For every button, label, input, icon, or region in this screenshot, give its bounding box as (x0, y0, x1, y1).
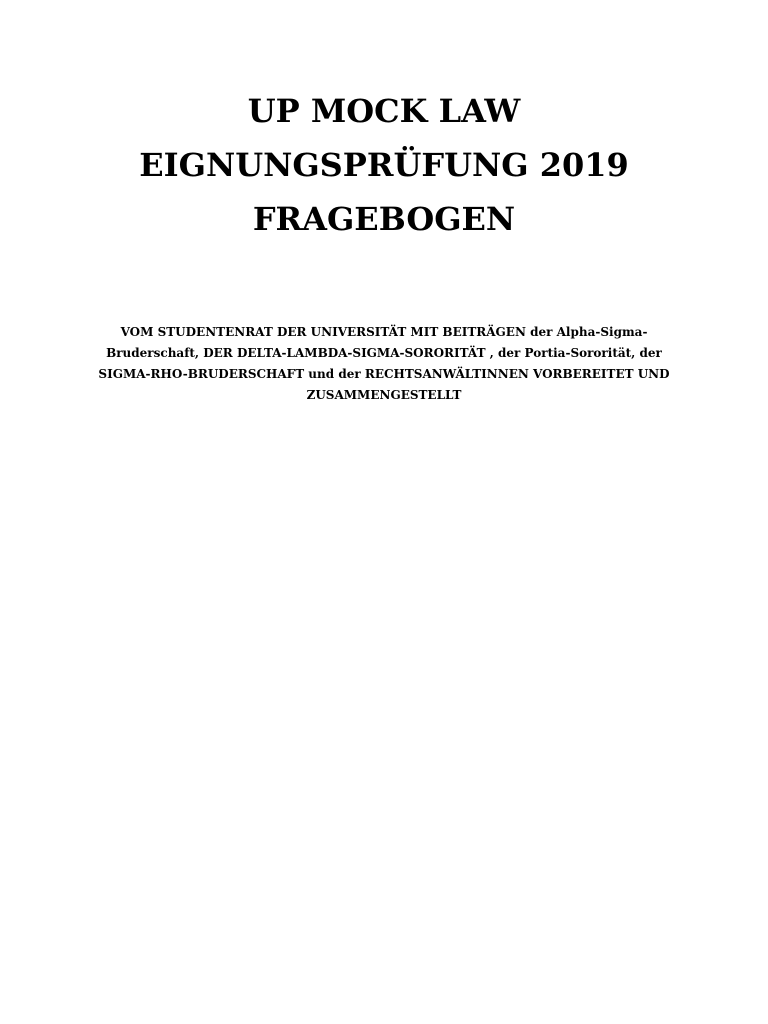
title-line-2: EIGNUNGSPRÜFUNG 2019 (139, 146, 629, 184)
credits-line-2: Bruderschaft, DER DELTA-LAMBDA-SIGMA-SORORITÄT , der Portia-Sororität, der (106, 346, 662, 360)
document-credits (80, 322, 688, 406)
document-title (60, 84, 708, 246)
credits-line-1: VOM STUDENTENRAT DER UNIVERSITÄT MIT BEITRÄGEN der Alpha-Sigma- (120, 325, 648, 339)
title-line-1: UP MOCK LAW (247, 92, 521, 130)
title-line-3: FRAGEBOGEN (252, 200, 516, 238)
credits-line-4: ZUSAMMENGESTELLT (306, 388, 462, 402)
credits-line-3: SIGMA-RHO-BRUDERSCHAFT und der RECHTSANWÄLTINNEN VORBEREITET UND (98, 367, 670, 381)
